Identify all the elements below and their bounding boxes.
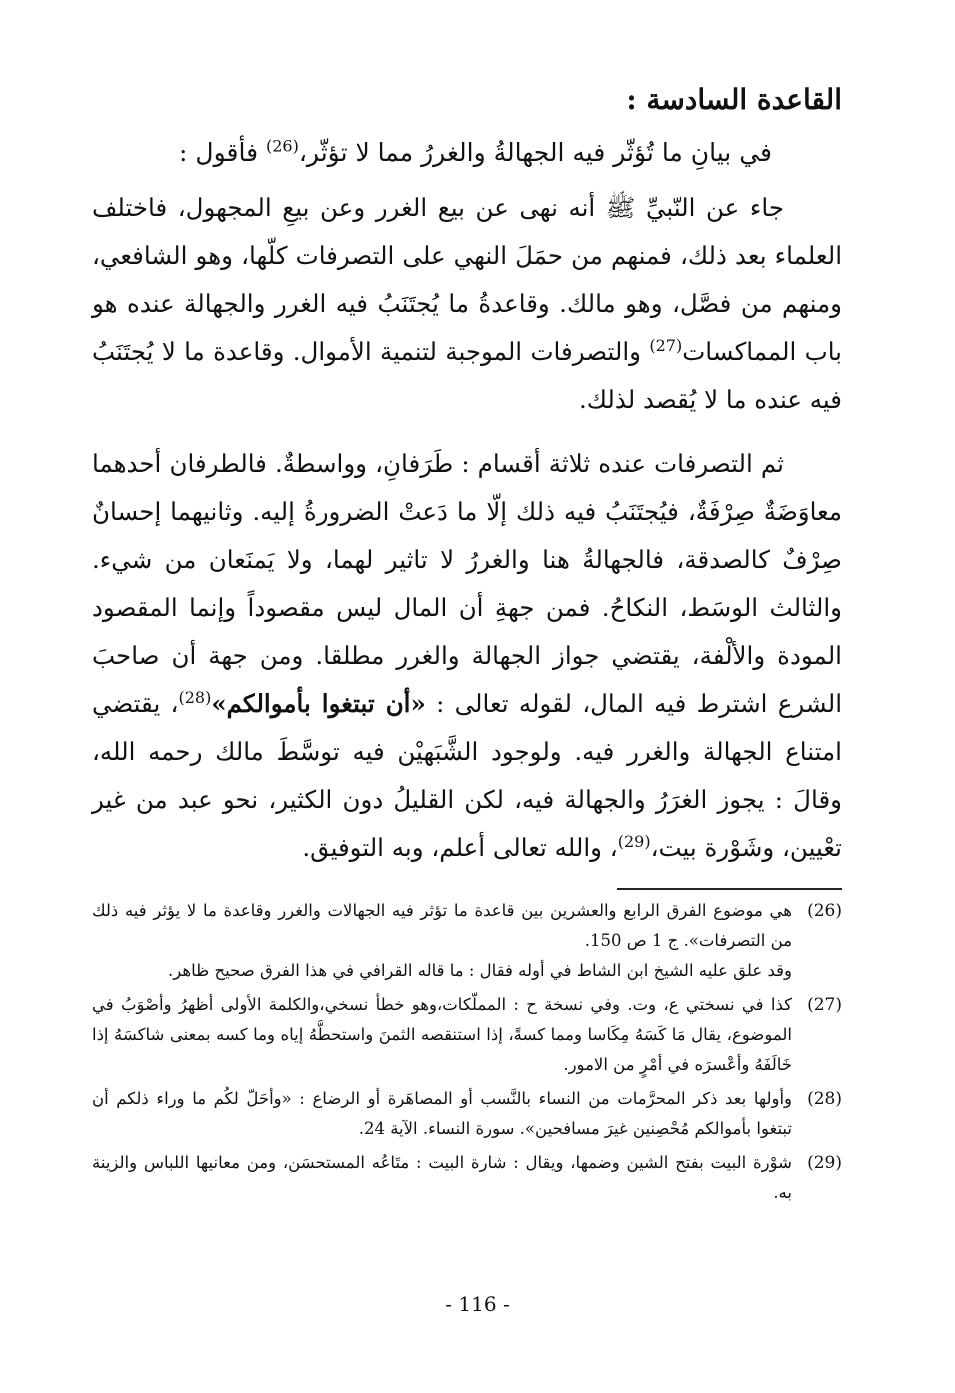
footnote-number: (29) xyxy=(807,1153,842,1173)
footnote-divider xyxy=(617,888,842,890)
book-page xyxy=(92,78,842,1318)
section-heading: القاعدة السادسة : xyxy=(626,83,842,116)
intro-tail: فأقول : xyxy=(179,138,266,167)
paragraph-1-text-end: والتصرفات الموجبة لتنمية الأموال. وقاعدة ما لا يُجتَنَبُ فيه عنده ما لا يُقصد لذلك. xyxy=(92,337,842,414)
footnote-ref-27[interactable]: (27) xyxy=(649,335,683,355)
page-number: - 116 - xyxy=(445,1292,510,1316)
paragraph-1 xyxy=(92,184,842,424)
footnotes xyxy=(92,896,842,1208)
footnote-line: كذا في نسختي ع، وت. وفي نسخة ح : المملّكات،وهو خطأ نسخي،والكلمة الأولى أظهرُ وأصْوَبُ في الموضوع، يقال مَا كَسَهُ مِكَاسا ومما كسةً، إذا استنقصه الثمنَ واستحطَّهُ إياه وما كسه بمعنى شاكسَهُ إذا خَالَفَهُ وأعْسرَه في أمْرٍ من الامور. xyxy=(92,995,792,1074)
section-intro xyxy=(92,130,772,176)
footnote-ref-28[interactable]: (28) xyxy=(178,687,212,707)
footnote-number: (26) xyxy=(807,901,842,921)
paragraph-2 xyxy=(92,440,842,872)
footnote-line: شوْرة البيت بفتح الشين وضمها، ويقال : شارة البيت : متَاعُه المستحسَن، ومن معانيها اللباس والزينة به. xyxy=(92,1153,792,1202)
footnote-number: (28) xyxy=(807,1089,842,1109)
paragraph-1-text: جاء عن النّبيِّ ﷺ أنه نهى عن بيع الغرر وعن بيعِ المجهول، فاختلف العلماء بعد ذلك، فمنهم من حمَلَ النهي على التصرفات كلّها، وهو الشافعي، ومنهم من فصَّل، وهو مالك. وقاعدةُ ما يُجتَنَبُ فيه الغرر والجهالة عنده هو باب المماكسات xyxy=(92,193,842,366)
intro-text: في بيانِ ما تُؤثّر فيه الجهالةُ والغررُ مما لا تؤثّر، xyxy=(298,138,772,167)
footnote-number: (27) xyxy=(807,995,842,1015)
footnote-ref-26[interactable]: (26) xyxy=(265,136,299,156)
paragraph-2-text: ثم التصرفات عنده ثلاثة أقسام : طَرَفانِ، وواسطةٌ. فالطرفان أحدهما معاوَضَةٌ صِرْفَةٌ، فيُجتَنَبُ فيه ذلك إلّا ما دَعتْ الضرورةُ إليه. وثانيهما إحسانٌ صِرْفٌ كالصدقة، فالجهالةُ هنا والغررُ لا تاثير لهما، ولا يَمنَعان من شيء. والثالث الوسَط، النكاحُ. فمن جهةِ أن المال ليس مقصوداً وإنما المقصود المودة والألْفة، يقتضي جواز الجهالة والغرر مطلقا. ومن جهة أن صاحبَ الشرع اشترط فيه المال، لقوله تعالى : xyxy=(92,449,843,718)
footnote-27 xyxy=(92,990,842,1080)
quran-quote: «أن تبتغوا بأموالكم» xyxy=(211,689,426,718)
paragraph-2-text-end: ، والله تعالى أعلم، وبه التوفيق. xyxy=(302,833,618,862)
footnote-28 xyxy=(92,1084,842,1144)
footnote-line: وأولها بعد ذكر المحرَّمات من النساء بالنَّسب أو المصاهَرة أو الرضاع : «وأحَلّ لكُم ما وراء ذلكم أن تبتغوا بأموالكم مُحْصِنين غيرَ مسافحين». سورة النساء. الآية 24. xyxy=(92,1089,792,1138)
footnote-line: وقد علق عليه الشيخ ابن الشاط في أوله فقال : ما قاله القرافي في هذا الفرق صحيح ظاهر. xyxy=(168,961,792,980)
paragraph-2-text-middle: ، يقتضي امتناع الجهالة والغرر فيه. ولوجود الشَّبَهيْن فيه توسَّطَ مالك رحمه الله، وقالَ : يجوز الغرَرُ والجهالة فيه، لكن القليلُ دون الكثير، نحو عبد من غير تعْيين، وشَوْرة بيت، xyxy=(92,689,842,862)
footnote-26 xyxy=(92,896,842,986)
footnote-ref-29[interactable]: (29) xyxy=(617,831,651,851)
footnote-line: هي موضوع الفرق الرابع والعشرين بين قاعدة ما تؤثر فيه الجهالات والغرر وقاعدة ما لا يؤثر فيه ذلك من التصرفات». ج 1 ص 150. xyxy=(92,901,792,950)
footnote-29 xyxy=(92,1148,842,1208)
